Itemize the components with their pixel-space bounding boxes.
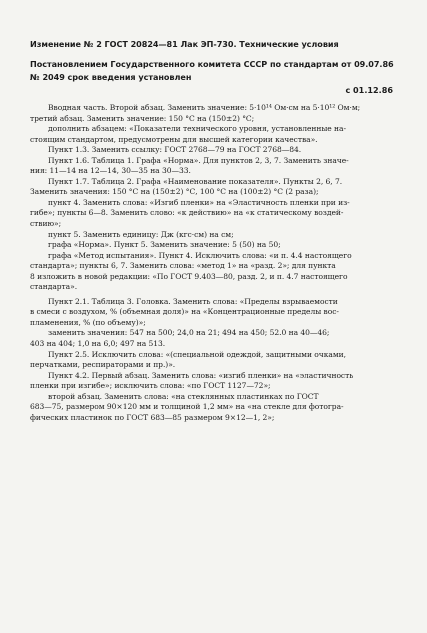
- text-line: графа «Метод испытания». Пункт 4. Исключить слова: «и п. 4.4 настоящего: [48, 250, 352, 260]
- text-line: стандарта».: [30, 282, 78, 292]
- text-line: перчатками, респираторами и пр.)».: [30, 360, 176, 370]
- text-line: Заменить значения: 150 °С на (150±2) °С, 100 °С на (100±2) °С (2 раза);: [30, 187, 319, 197]
- text-line: Пункт 4.2. Первый абзац. Заменить слова: «изгиб пленки» на «эластичность: [48, 370, 354, 380]
- text-line: 403 на 404; 1,0 на 6,0; 497 на 513.: [30, 339, 166, 349]
- text-line: стоящим стандартом, предусмотрены для высшей категории качества».: [30, 134, 318, 144]
- text-line: гибе»; пункты 6—8. Заменить слово: «к действию» на «к статическому воздей-: [30, 208, 344, 218]
- text-line: пункт 4. Заменить слова: «Изгиб пленки» на «Эластичность пленки при из-: [48, 197, 350, 207]
- text-line: Пункт 1.3. Заменить ссылку: ГОСТ 2768—79 на ГОСТ 2768—84.: [48, 145, 302, 155]
- text-line: второй абзац. Заменить слова: «на стеклянных пластинках по ГОСТ: [48, 391, 319, 401]
- text-line: в смеси с воздухом, % (объемная доля)» на «Концентрационные пределы вос-: [30, 307, 339, 317]
- text-line: 8 изложить в новой редакции: «По ГОСТ 9.403—80, разд. 2, и п. 4.7 настоящего: [30, 271, 348, 281]
- decree-line-1: Постановлением Государственного комитета СССР по стандартам от 09.07.86: [30, 59, 394, 69]
- text-line: ствию»;: [30, 219, 62, 229]
- text-line: графа «Норма». Пункт 5. Заменить значение: 5 (50) на 50;: [48, 240, 281, 250]
- text-line: Пункт 1.6. Таблица 1. Графа «Норма». Для пунктов 2, 3, 7. Заменить значе-: [48, 155, 349, 165]
- text-line: пламенения, % (по объему)»;: [30, 317, 146, 327]
- amendment-title: Изменение № 2 ГОСТ 20824—81 Лак ЭП-730. Технические условия: [30, 39, 339, 49]
- text-line: ния: 11—14 на 12—14, 30—35 на 30—33.: [30, 166, 191, 176]
- text-line: дополнить абзацем: «Показатели технического уровня, установленные на-: [48, 124, 346, 134]
- text-line: 683—75, размером 90×120 мм и толщиной 1,2 мм» на «на стекле для фотогра-: [30, 402, 344, 412]
- text-line: фических пластинок по ГОСТ 683—85 размером 9×12—1, 2»;: [30, 412, 275, 422]
- decree-line-2: № 2049 срок введения установлен: [30, 72, 192, 82]
- text-line: пункт 5. Заменить единицу: Дж (кгс·см) на см;: [48, 229, 234, 239]
- text-line: пленки при изгибе»; исключить слова: «по ГОСТ 1127—72»;: [30, 381, 271, 391]
- text-line: Пункт 1.7. Таблица 2. Графа «Наименование показателя». Пункты 2, 6, 7.: [48, 176, 343, 186]
- amendment-body: [30, 103, 393, 423]
- text-line: третий абзац. Заменить значение: 150 °С на (150±2) °С;: [30, 113, 255, 123]
- text-line: стандарта»; пункты 6, 7. Заменить слова: «метод 1» на «разд. 2»; для пункта: [30, 261, 336, 271]
- effective-date: с 01.12.86: [345, 85, 393, 95]
- text-line: заменить значения: 547 на 500; 24,0 на 21; 494 на 450; 52.0 на 40—46;: [48, 328, 330, 338]
- text-line: Пункт 2.1. Таблица 3. Головка. Заменить слова: «Пределы взрываемости: [48, 296, 338, 306]
- document-header: [30, 38, 393, 84]
- text-line: Вводная часть. Второй абзац. Заменить значение: 5·10¹⁴ Ом·см на 5·10¹² Ом·м;: [48, 103, 361, 112]
- text-line: Пункт 2.5. Исключить слова: «(специальной одеждой, защитными очками,: [48, 349, 347, 359]
